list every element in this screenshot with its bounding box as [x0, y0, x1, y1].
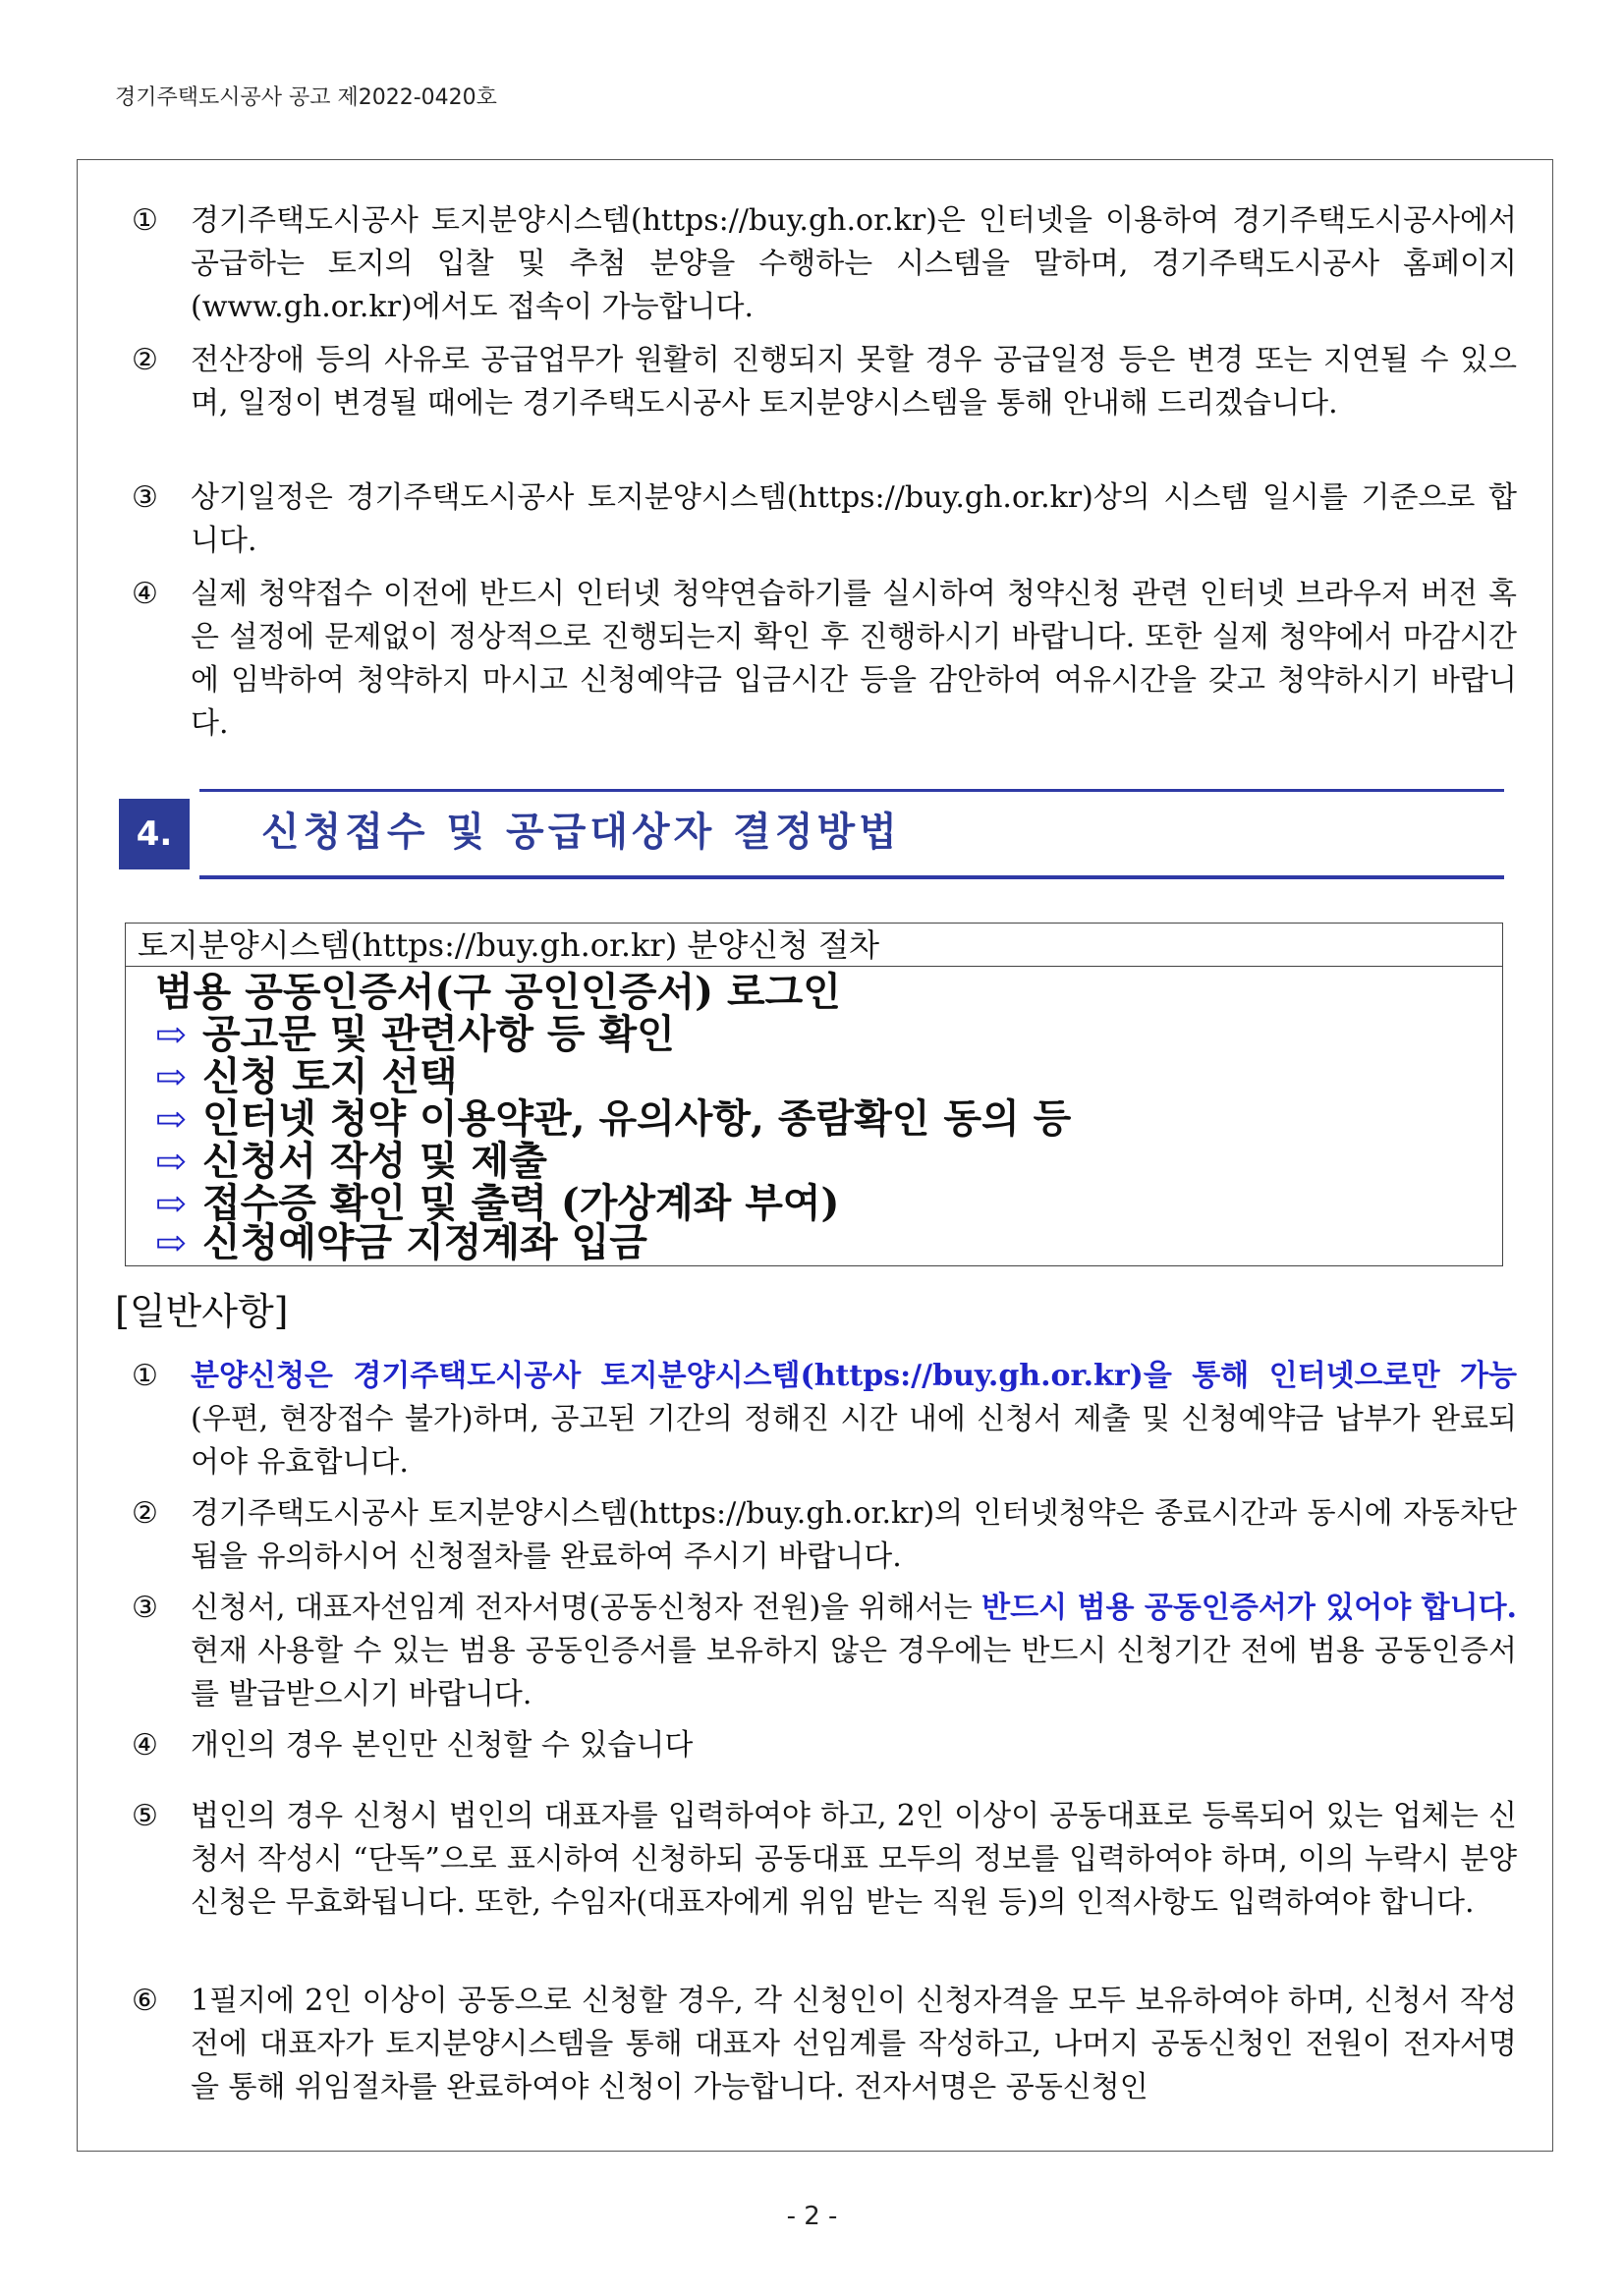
- step-label: 공고문 및 관련사항 등 확인: [202, 1011, 675, 1057]
- item-number: ④: [132, 577, 158, 611]
- content-frame: [77, 159, 1553, 2152]
- item-number: ③: [132, 480, 158, 515]
- item-rest-text: (우편, 현장접수 불가)하며, 공고된 기간의 정해진 시간 내에 신청서 제출 및 신청예약금 납부가 완료되어야 유효합니다.: [191, 1402, 1517, 1480]
- item-text: [191, 1587, 1517, 1716]
- general-heading: [일반사항]: [115, 1290, 289, 1333]
- notice-number: 경기주택도시공사 공고 제2022-0420호: [115, 85, 497, 110]
- arrow-right-icon: ⇨: [155, 1013, 187, 1056]
- procedure-step: [155, 1013, 675, 1056]
- procedure-title: 토지분양시스템(https://buy.gh.or.kr) 분양신청 절차: [126, 924, 1502, 967]
- item-text: 경기주택도시공사 토지분양시스템(https://buy.gh.or.kr)은 인터넷을 이용하여 경기주택도시공사에서 공급하는 토지의 입찰 및 추첨 분양을 수행하는 시스템을 말하며, 경기주택도시공사 홈페이지(www.gh.or.kr)에서도 접속이 가능합니다.: [191, 203, 1517, 324]
- item-text: 전산장애 등의 사유로 공급업무가 원활히 진행되지 못할 경우 공급일정 등은 변경 또는 지연될 수 있으며, 일정이 변경될 때에는 경기주택도시공사 토지분양시스템을 통해 안내해 드리겠습니다.: [191, 343, 1517, 420]
- step-label: 신청 토지 선택: [202, 1053, 458, 1099]
- section-title: 신청접수 및 공급대상자 결정방법: [261, 810, 901, 855]
- item-text: 법인의 경우 신청시 법인의 대표자를 입력하여야 하고, 2인 이상이 공동대표로 등록되어 있는 업체는 신청서 작성시 “단독”으로 표시하여 신청하되 공동대표 모두의 정보를 입력하여야 하며, 이의 누락시 분양신청은 무효화됩니다. 또한, 수임자(대표자에게 위임 받는 직원 등)의 인적사항도 입력하여야 합니다.: [191, 1799, 1517, 1920]
- section-top-rule: [199, 789, 1504, 792]
- procedure-step-login: [155, 971, 841, 1014]
- step-label: 접수증 확인 및 출력 (가상계좌 부여): [202, 1180, 840, 1226]
- item-number: ⑥: [132, 1984, 158, 2018]
- item-text-after: 현재 사용할 수 있는 범용 공동인증서를 보유하지 않은 경우에는 반드시 신청기간 전에 범용 공동인증서를 발급받으시기 바랍니다.: [191, 1634, 1517, 1711]
- section-bottom-rule: [199, 875, 1504, 879]
- section-number: 4.: [119, 799, 190, 869]
- arrow-right-icon: ⇨: [155, 1055, 187, 1098]
- item-text: 1필지에 2인 이상이 공동으로 신청할 경우, 각 신청인이 신청자격을 모두 보유하여야 하며, 신청서 작성 전에 대표자가 토지분양시스템을 통해 대표자 선임계를 작성하고, 나머지 공동신청인 전원이 전자서명을 통해 위임절차를 완료하여야 신청이 가능합니다. 전자서명은 공동신청인: [191, 1984, 1517, 2104]
- item-number: ②: [132, 343, 158, 377]
- item-text: 실제 청약접수 이전에 반드시 인터넷 청약연습하기를 실시하여 청약신청 관련 인터넷 브라우저 버전 혹은 설정에 문제없이 정상적으로 진행되는지 확인 후 진행하시기 바랍니다. 또한 실제 청약에서 마감시간에 임박하여 청약하지 마시고 신청예약금 입금시간 등을 감안하여 여유시간을 갖고 청약하시기 바랍니다.: [191, 577, 1517, 741]
- item-text: 개인의 경우 본인만 신청할 수 있습니다: [191, 1728, 694, 1763]
- arrow-right-icon: ⇨: [155, 1182, 187, 1225]
- page-number: - 2 -: [786, 2202, 838, 2231]
- item-number: ⑤: [132, 1799, 158, 1833]
- step-label: 인터넷 청약 이용약관, 유의사항, 종람확인 동의 등: [202, 1095, 1072, 1142]
- procedure-box: [125, 923, 1503, 1266]
- arrow-right-icon: ⇨: [155, 1097, 187, 1141]
- item-number: ②: [132, 1496, 158, 1531]
- item-number: ③: [132, 1591, 158, 1625]
- step-label: 범용 공동인증서(구 공인인증서) 로그인: [155, 969, 841, 1015]
- item-text: 경기주택도시공사 토지분양시스템(https://buy.gh.or.kr)의 인터넷청약은 종료시간과 동시에 자동차단됨을 유의하시어 신청절차를 완료하여 주시기 바랍니다.: [191, 1496, 1517, 1574]
- item-text: [191, 1355, 1517, 1484]
- step-label: 신청예약금 지정계좌 입금: [202, 1219, 647, 1265]
- item-number: ④: [132, 1728, 158, 1763]
- procedure-step: [155, 1055, 458, 1098]
- procedure-step: [155, 1140, 547, 1183]
- item-text-before: 신청서, 대표자선임계 전자서명(공동신청자 전원)을 위해서는: [191, 1591, 982, 1625]
- procedure-step: [155, 1097, 1071, 1141]
- item-text: 상기일정은 경기주택도시공사 토지분양시스템(https://buy.gh.or.kr)상의 시스템 일시를 기준으로 합니다.: [191, 480, 1517, 558]
- section-heading: [119, 789, 1504, 879]
- item-number: ①: [132, 1359, 158, 1393]
- arrow-right-icon: ⇨: [155, 1140, 187, 1183]
- item-number: ①: [132, 203, 158, 238]
- highlight-text: 분양신청은 경기주택도시공사 토지분양시스템(https://buy.gh.or.kr)을 통해 인터넷으로만 가능: [191, 1359, 1517, 1393]
- arrow-right-icon: ⇨: [155, 1221, 187, 1264]
- highlight-text: 반드시 범용 공동인증서가 있어야 합니다.: [981, 1591, 1518, 1625]
- procedure-step: [155, 1221, 647, 1264]
- step-label: 신청서 작성 및 제출: [202, 1138, 547, 1184]
